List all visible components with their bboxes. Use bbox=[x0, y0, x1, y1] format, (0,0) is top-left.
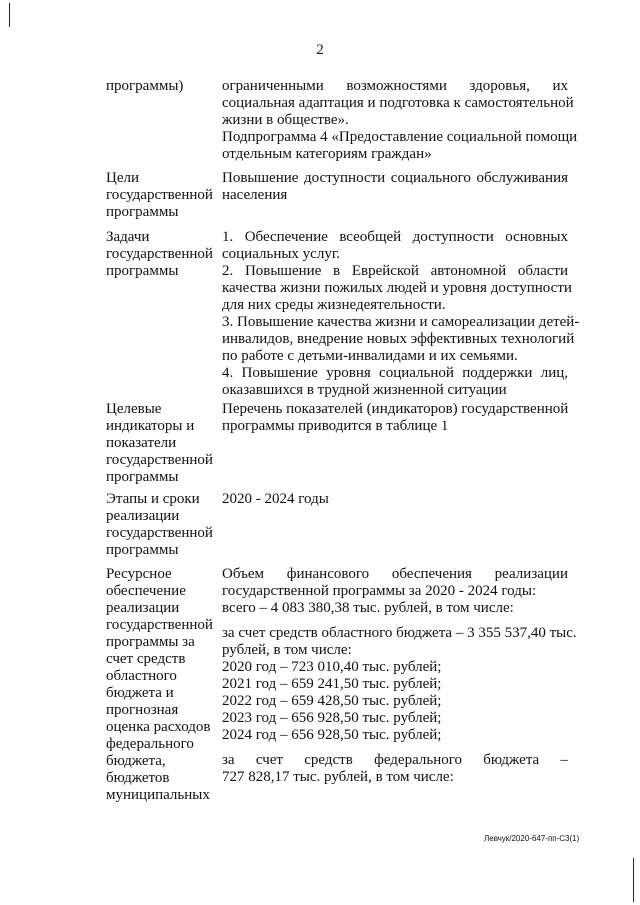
label-line: оценка расходов bbox=[106, 719, 211, 735]
value-line: отдельным категориям граждан» bbox=[222, 146, 432, 162]
label-line: прогнозная bbox=[106, 702, 179, 718]
value-line: социальная адаптация и подготовка к самостоятельной bbox=[222, 95, 574, 111]
value-line: всего – 4 083 380,38 тыс. рублей, в том числе: bbox=[222, 600, 514, 616]
row-value bbox=[222, 170, 568, 204]
row-value bbox=[222, 566, 577, 786]
value-line: 2020 - 2024 годы bbox=[222, 491, 329, 507]
value-line: 2024 год – 656 928,50 тыс. рублей; bbox=[222, 727, 442, 743]
footer-document-code: Левчук/2020-647-пп-С3(1) bbox=[484, 834, 580, 843]
row-label bbox=[106, 566, 214, 804]
row-label bbox=[106, 170, 214, 221]
label-line: счет средств bbox=[106, 651, 186, 667]
label-line: государственной bbox=[106, 617, 213, 633]
label-line: бюджетов bbox=[106, 770, 170, 786]
value-line: жизни в обществе». bbox=[222, 112, 349, 128]
value-line: 3. Повышение качества жизни и самореализации детей- bbox=[222, 314, 580, 330]
label-line: Ресурсное bbox=[106, 566, 172, 582]
value-line: 4. Повышение уровня социальной поддержки лиц, bbox=[222, 365, 568, 381]
row-label bbox=[106, 401, 214, 486]
label-line: реализации bbox=[106, 508, 180, 524]
label-line: программы за bbox=[106, 634, 195, 650]
label-line: Этапы и сроки bbox=[106, 491, 200, 507]
label-line: показатели bbox=[106, 435, 177, 451]
page-number: 2 bbox=[316, 42, 324, 58]
value-line: 2. Повышение в Еврейской автономной области bbox=[222, 263, 568, 279]
value-line: Подпрограмма 4 «Предоставление социальной помощи bbox=[222, 129, 578, 145]
label-line: программы) bbox=[106, 78, 184, 94]
label-line: программы bbox=[106, 542, 179, 558]
paragraph-gap bbox=[222, 617, 568, 625]
value-line: программы приводится в таблице 1 bbox=[222, 418, 449, 434]
label-line: обеспечение bbox=[106, 583, 186, 599]
label-line: Цели bbox=[106, 170, 140, 186]
row-label bbox=[106, 78, 214, 95]
value-line: рублей, в том числе: bbox=[222, 642, 352, 658]
value-line: 727 828,17 тыс. рублей, в том числе: bbox=[222, 769, 454, 785]
scan-edge-mark bbox=[9, 3, 10, 27]
label-line: федерального bbox=[106, 736, 194, 752]
value-line: инвалидов, внедрение новых эффективных технологий bbox=[222, 331, 575, 347]
value-line: населения bbox=[222, 187, 288, 203]
row-value bbox=[222, 78, 578, 163]
label-line: программы bbox=[106, 204, 179, 220]
label-line: государственной bbox=[106, 246, 213, 262]
value-line: 2021 год – 659 241,50 тыс. рублей; bbox=[222, 676, 442, 692]
label-line: государственной bbox=[106, 452, 213, 468]
label-line: реализации bbox=[106, 600, 180, 616]
row-value bbox=[222, 401, 568, 435]
label-line: индикаторы и bbox=[106, 418, 195, 434]
value-line: 2023 год – 656 928,50 тыс. рублей; bbox=[222, 710, 442, 726]
value-line: Повышение доступности социального обслуживания bbox=[222, 170, 568, 186]
paragraph-gap bbox=[222, 744, 568, 752]
row-value bbox=[222, 229, 580, 399]
value-line: ограниченными возможностями здоровья, их bbox=[222, 78, 568, 94]
row-value bbox=[222, 491, 568, 508]
value-line: по работе с детьми-инвалидами и их семьями. bbox=[222, 348, 518, 364]
value-line: государственной программы за 2020 - 2024 годы: bbox=[222, 583, 537, 599]
row-label bbox=[106, 491, 214, 559]
value-line: 2020 год – 723 010,40 тыс. рублей; bbox=[222, 659, 442, 675]
value-line: социальных услуг. bbox=[222, 246, 341, 262]
label-line: муниципальных bbox=[106, 787, 210, 803]
label-line: государственной bbox=[106, 187, 213, 203]
value-line: Перечень показателей (индикаторов) государственной bbox=[222, 401, 569, 417]
value-line: за счет средств областного бюджета – 3 355 537,40 тыс. bbox=[222, 625, 577, 641]
value-line: оказавшихся в трудной жизненной ситуации bbox=[222, 382, 507, 398]
label-line: областного bbox=[106, 668, 177, 684]
scan-edge-mark bbox=[633, 858, 634, 902]
value-line: за счет средств федерального бюджета – bbox=[222, 752, 568, 768]
label-line: государственной bbox=[106, 525, 213, 541]
label-line: бюджета и bbox=[106, 685, 174, 701]
label-line: бюджета, bbox=[106, 753, 166, 769]
value-line: качества жизни пожилых людей и уровня доступности bbox=[222, 280, 572, 296]
value-line: 2022 год – 659 428,50 тыс. рублей; bbox=[222, 693, 442, 709]
row-label bbox=[106, 229, 214, 280]
value-line: 1. Обеспечение всеобщей доступности основных bbox=[222, 229, 568, 245]
label-line: Задачи bbox=[106, 229, 150, 245]
label-line: Целевые bbox=[106, 401, 162, 417]
value-line: Объем финансового обеспечения реализации bbox=[222, 566, 568, 582]
value-line: для них среды жизнедеятельности. bbox=[222, 297, 446, 313]
label-line: программы bbox=[106, 263, 179, 279]
label-line: программы bbox=[106, 469, 179, 485]
